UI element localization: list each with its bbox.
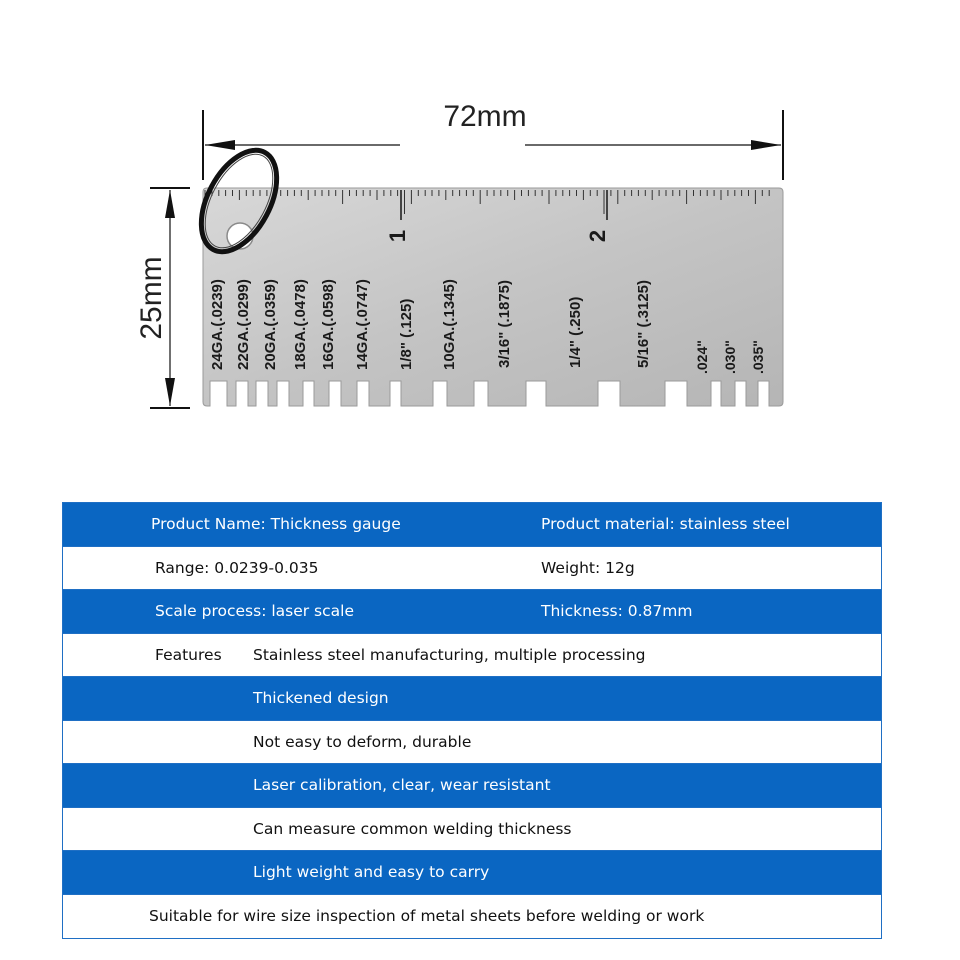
slot-label: .024"	[694, 340, 710, 374]
feature-item: Stainless steel manufacturing, multiple processing	[253, 645, 646, 664]
spec-row	[63, 634, 881, 678]
slot-label: .035"	[750, 340, 766, 374]
feature-item: Laser calibration, clear, wear resistant	[253, 776, 551, 795]
spec-row	[63, 764, 881, 808]
spec-row	[63, 677, 881, 721]
width-label: 72mm	[443, 100, 527, 133]
feature-item: Not easy to deform, durable	[253, 732, 472, 751]
height-label: 25mm	[135, 256, 168, 340]
slot-label: 1/4" (.250)	[567, 296, 584, 368]
spec-row	[63, 808, 881, 852]
slot-label: 24GA.(.0239)	[209, 279, 226, 370]
spec-left-cell: Scale process: laser scale	[155, 602, 354, 621]
slot-label: 10GA.(.1345)	[441, 279, 458, 370]
width-dimension	[203, 100, 783, 180]
usage-note: Suitable for wire size inspection of metal sheets before welding or work	[149, 907, 705, 926]
slot-label: 1/8" (.125)	[398, 298, 415, 370]
spec-row	[63, 895, 881, 939]
scale-number-1: 1	[385, 229, 410, 243]
spec-left-cell: Product Name: Thickness gauge	[151, 515, 401, 534]
features-label: Features	[155, 645, 222, 664]
feature-item: Can measure common welding thickness	[253, 819, 572, 838]
slot-label: 16GA.(.0598)	[320, 279, 337, 370]
spec-right-cell: Product material: stainless steel	[541, 515, 790, 534]
slot-label: 22GA.(.0299)	[235, 279, 252, 370]
feature-item: Thickened design	[253, 689, 389, 708]
slot-label: 20GA.(.0359)	[262, 279, 279, 370]
spec-row	[63, 851, 881, 895]
spec-row	[63, 590, 881, 634]
slot-label: 5/16" (.3125)	[635, 279, 652, 368]
spec-row	[63, 721, 881, 765]
spec-right-cell: Weight: 12g	[541, 558, 635, 577]
spec-right-cell: Thickness: 0.87mm	[541, 602, 693, 621]
slot-label: 14GA.(.0747)	[354, 279, 371, 370]
slot-label: 3/16" (.1875)	[496, 279, 513, 368]
spec-row	[63, 547, 881, 591]
spec-table	[62, 502, 882, 939]
scale-number-2: 2	[585, 229, 610, 243]
slot-label: 18GA.(.0478)	[292, 279, 309, 370]
slot-label: .030"	[722, 340, 738, 374]
thickness-gauge	[186, 138, 783, 406]
feature-item: Light weight and easy to carry	[253, 863, 490, 882]
spec-row	[63, 503, 881, 547]
height-dimension	[135, 188, 190, 408]
spec-left-cell: Range: 0.0239-0.035	[155, 558, 319, 577]
